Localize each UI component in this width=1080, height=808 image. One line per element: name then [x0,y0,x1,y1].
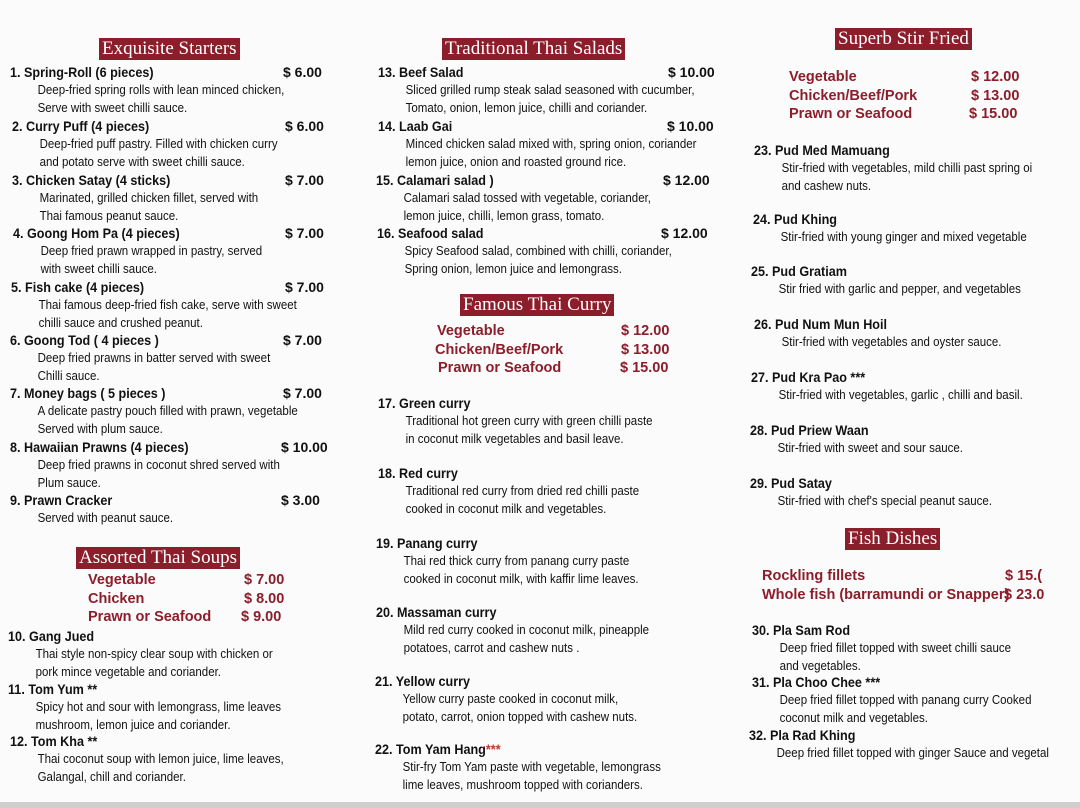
item-price: $ 7.00 [285,279,324,295]
item-desc: Serve with sweet chilli sauce. [37,100,188,115]
banner-salads [442,38,625,60]
menu-item [378,118,718,171]
menu-item [8,681,305,734]
item-desc: Deep fried fillet topped with panang curry Cooked [779,693,1032,707]
menu-item [378,465,662,518]
item-price: $ 10.00 [668,64,715,80]
item-desc: Spring onion, lemon juice and lemongrass. [404,261,622,276]
price-value: $ 7.00 [244,572,285,588]
item-name [375,741,501,758]
item-desc: Deep-fried puff pastry. Filled with chicken curry [39,137,278,151]
item-name: 7. Money bags ( 5 pieces ) [10,385,166,401]
menu-item [375,741,686,794]
stirfried-price-list [789,68,1029,124]
item-name: 27. Pud Kra Pao *** [751,369,866,385]
menu-item [752,622,1034,675]
item-name: 2. Curry Puff (4 pieces) [12,118,150,134]
item-name: 8. Hawaiian Prawns (4 pieces) [10,439,189,455]
menu-item [749,727,1075,763]
item-desc: lime leaves, mushroom topped with corianders. [402,777,643,792]
item-desc: and potato serve with sweet chilli sauce. [39,154,245,169]
price-value: $ 15.( [1005,568,1043,584]
item-desc: Plum sauce. [37,475,101,490]
item-name: 11. Tom Yum ** [8,681,98,697]
menu-item [376,604,673,657]
menu-item [378,395,676,448]
item-desc: Thai famous deep-fried fish cake, serve with sweet [38,298,297,312]
section-title: Assorted Thai Soups [79,547,237,568]
fish-price-list [762,567,1080,604]
item-name: 21. Yellow curry [375,673,471,689]
banner-fish [845,528,940,550]
item-price: $ 7.00 [283,385,322,401]
item-desc: potatoes, carrot and cashew nuts . [403,640,580,655]
menu-item [375,673,660,726]
item-desc: with sweet chilli sauce. [40,261,157,276]
item-desc: cooked in coconut milk, with kaffir lime leaves. [403,571,639,586]
item-name: 23. Pud Med Mamuang [754,142,890,158]
item-desc: Deep fried prawns in coconut shred served with [37,458,280,472]
item-name: 24. Pud Khing [753,211,838,227]
item-price: $ 6.00 [285,118,324,134]
item-desc: Mild red curry cooked in coconut milk, pineapple [403,623,650,637]
item-name: 12. Tom Kha ** [10,733,98,749]
item-desc: chilli sauce and crushed peanut. [38,315,203,330]
banner-stirfried [835,28,972,50]
price-label: Prawn or Seafood [438,360,562,376]
banner-curry [460,294,614,316]
item-desc: Deep fried prawn wrapped in pastry, served [40,244,263,258]
item-name: 9. Prawn Cracker [10,492,113,508]
menu-item [750,475,1013,511]
item-price: $ 7.00 [285,172,324,188]
item-desc: Calamari salad tossed with vegetable, coriander, [403,191,651,205]
item-price: $ 7.00 [283,332,322,348]
item-desc: Thai style non-spicy clear soup with chicken or [35,647,273,661]
item-desc: Stir-fried with young ginger and mixed vegetable [780,230,1027,244]
item-price: $ 10.00 [667,118,714,134]
menu-item [376,172,716,225]
item-name: 1. Spring-Roll (6 pieces) [10,64,154,80]
item-name: 15. Calamari salad ) [376,172,494,188]
item-desc: Minced chicken salad mixed with, spring onion, coriander [405,137,697,151]
menu-item [378,64,718,117]
price-value: $ 9.00 [241,609,282,625]
item-name: 32. Pla Rad Khing [749,727,856,743]
item-desc: Traditional hot green curry with green chilli paste [405,414,653,428]
menu-item [752,674,1056,727]
item-name: 28. Pud Priew Waan [750,422,869,438]
menu-item [8,628,296,681]
item-name: 10. Gang Jued [8,628,95,644]
item-desc: Stir-fried with vegetables, garlic , chilli and basil. [778,388,1023,402]
item-desc: Stir fried with garlic and pepper, and vegetables [778,282,1021,296]
item-name: 30. Pla Sam Rod [752,622,851,638]
menu-item [12,172,332,225]
menu-item [754,316,1023,352]
item-name: 18. Red curry [378,465,458,481]
item-desc: Thai coconut soup with lemon juice, lime leaves, [37,752,284,766]
price-label: Vegetable [789,69,857,85]
banner-starters [99,38,240,60]
item-name: 19. Panang curry [376,535,478,551]
item-price: $ 6.00 [283,64,322,80]
item-desc: pork mince vegetable and coriander. [35,664,221,679]
section-title: Exquisite Starters [102,38,237,59]
item-desc: Stir-fried with vegetables, mild chilli past spring oi [781,161,1033,175]
item-desc: Stir-fried with vegetables and oyster sauce. [781,335,1002,349]
item-desc: Stir-fried with sweet and sour sauce. [777,441,963,455]
item-name: 31. Pla Choo Chee *** [752,674,881,690]
price-value: $ 12.00 [971,69,1020,85]
menu-item [376,535,661,588]
item-desc: Yellow curry paste cooked in coconut milk, [402,692,619,706]
spicy-stars: *** [485,741,501,757]
price-value: $ 23.0 [1004,586,1045,603]
page-bottom-edge [0,802,1080,808]
price-label: Chicken/Beef/Pork [435,341,564,358]
item-name: 29. Pud Satay [750,475,832,491]
price-value: $ 15.00 [620,360,669,376]
item-desc: Sliced grilled rump steak salad seasoned with cucumber, [405,83,695,97]
menu-item [10,64,330,117]
item-name: 13. Beef Salad [378,64,464,80]
item-desc: Thai famous peanut sauce. [39,208,179,223]
price-label: Vegetable [437,323,505,339]
item-name-text: 22. Tom Yam Hang [375,741,486,757]
section-title: Traditional Thai Salads [445,38,623,59]
item-desc: lemon juice, chilli, lemon grass, tomato. [403,208,605,223]
item-desc: in coconut milk vegetables and basil leave. [405,431,624,446]
item-name: 16. Seafood salad [377,225,484,241]
item-desc: mushroom, lemon juice and coriander. [35,717,231,732]
section-title: Famous Thai Curry [463,294,612,315]
item-desc: Spicy hot and sour with lemongrass, lime leaves [35,700,282,714]
item-desc: Galangal, chill and coriander. [37,769,186,784]
menu-item [751,369,1046,405]
menu-item [12,118,332,171]
menu-item [11,279,331,332]
item-desc: Thai red thick curry from panang curry paste [403,554,630,568]
menu-item [10,439,330,492]
price-label: Prawn or Seafood [88,609,212,625]
item-desc: coconut milk and vegetables. [779,710,928,725]
item-desc: Chilli sauce. [37,368,100,383]
item-desc: and cashew nuts. [781,178,872,193]
price-value: $ 12.00 [621,323,670,339]
item-desc: Marinated, grilled chicken fillet, served with [39,191,259,205]
item-desc: Deep fried fillet topped with sweet chilli sauce [779,641,1012,655]
menu-item [10,733,308,786]
item-price: $ 3.00 [281,492,320,508]
section-title: Superb Stir Fried [838,28,969,49]
item-desc: potato, carrot, onion topped with cashew nuts. [402,709,638,724]
item-name: 20. Massaman curry [376,604,497,620]
item-name: 5. Fish cake (4 pieces) [11,279,145,295]
item-desc: and vegetables. [779,658,861,673]
item-name: 3. Chicken Satay (4 sticks) [12,172,171,188]
item-desc: Traditional red curry from dried red chilli paste [405,484,640,498]
item-price: $ 12.00 [661,225,708,241]
menu-item [10,385,330,438]
item-desc: Tomato, onion, lemon juice, chilli and coriander. [405,100,648,115]
curry-price-list [437,322,677,378]
price-value: $ 13.00 [621,341,670,358]
item-desc: Spicy Seafood salad, combined with chilli, coriander, [404,244,672,258]
item-desc: Served with peanut sauce. [37,511,174,525]
item-desc: Deep fried fillet topped with ginger Sauce and vegetal [776,746,1049,760]
item-desc: Stir-fried with chef's special peanut sauce. [777,494,993,508]
item-name: 17. Green curry [378,395,471,411]
price-label: Whole fish (barramundi or Snapper) [762,586,1010,603]
price-value: $ 13.00 [971,87,1020,104]
menu-item [377,225,717,278]
item-name: 25. Pud Gratiam [751,263,847,279]
item-desc: Served with plum sauce. [37,421,163,436]
soup-price-list [88,571,298,627]
item-name: 6. Goong Tod ( 4 pieces ) [10,332,159,348]
item-desc: lemon juice, onion and roasted ground rice. [405,154,627,169]
menu-item [751,263,1044,299]
item-price: $ 12.00 [663,172,710,188]
item-desc: A delicate pastry pouch filled with prawn, vegetable [37,404,298,418]
item-desc: Stir-fry Tom Yam paste with vegetable, lemongrass [402,760,661,774]
price-value: $ 15.00 [969,106,1018,122]
menu-item [13,225,333,278]
price-label: Rockling fillets [762,568,866,584]
item-desc: Deep-fried spring rolls with lean minced chicken, [37,83,285,97]
menu-item [753,211,1051,247]
price-label: Vegetable [88,572,156,588]
item-price: $ 7.00 [285,225,324,241]
item-name: 14. Laab Gai [378,118,453,134]
item-desc: Deep fried prawns in batter served with sweet [37,351,271,365]
menu-item [754,142,1056,195]
item-name: 4. Goong Hom Pa (4 pieces) [13,225,180,241]
menu-item [750,422,981,458]
menu-item [10,332,330,385]
section-title: Fish Dishes [848,528,938,549]
item-price: $ 10.00 [281,439,328,455]
item-name: 26. Pud Num Mun Hoil [754,316,888,332]
banner-soups [76,547,240,569]
price-value: $ 8.00 [244,590,285,607]
price-label: Chicken [88,590,145,607]
price-label: Prawn or Seafood [789,106,913,122]
price-label: Chicken/Beef/Pork [789,87,918,104]
menu-item [10,492,330,528]
item-desc: cooked in coconut milk and vegetables. [405,501,607,516]
